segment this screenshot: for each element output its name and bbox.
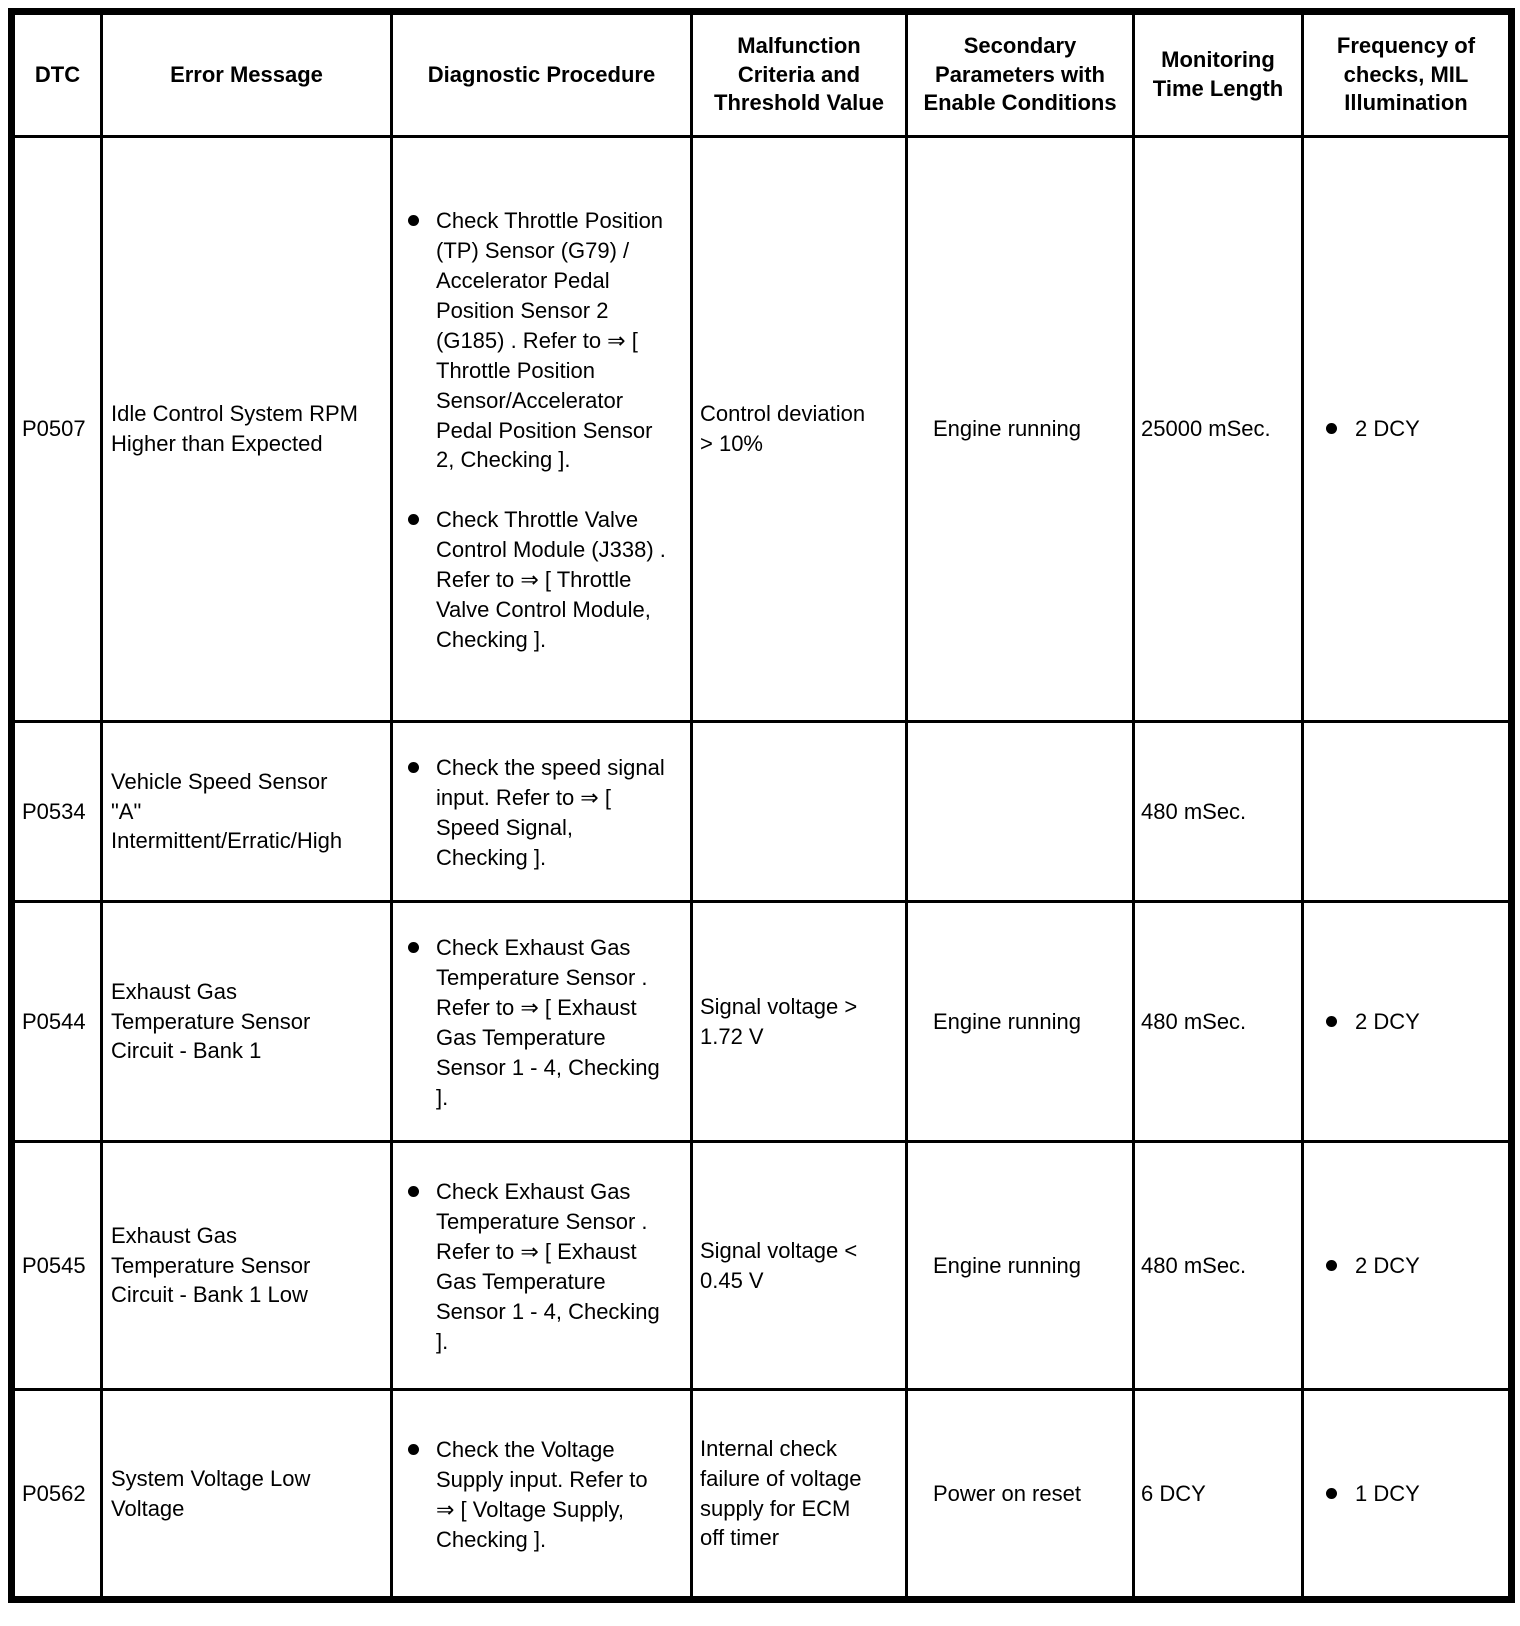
monitoring-time-text: 480 mSec. (1141, 1008, 1247, 1034)
frequency-cell (1303, 137, 1512, 722)
diagnostic-procedure-item (408, 206, 682, 475)
diagnostic-procedure-item (408, 505, 682, 655)
dtc-cell (12, 137, 102, 722)
table-row (12, 902, 1512, 1142)
diagnostic-procedure-cell (392, 1142, 692, 1390)
diagnostic-procedure-list (408, 1435, 682, 1555)
header-cell-malfunction-criteria: Malfunction Criteria and Threshold Value (692, 12, 907, 137)
diagnostic-procedure-item (408, 1177, 682, 1356)
malfunction-criteria-text: Internal check failure of voltage supply for ECM off timer (700, 1435, 862, 1551)
bullet-icon (1326, 1488, 1337, 1499)
error-message-cell (102, 1142, 392, 1390)
frequency-value: 2 DCY (1355, 1008, 1420, 1034)
error-message-cell (102, 902, 392, 1142)
document-page (0, 8, 1520, 1626)
monitoring-time-text: 480 mSec. (1141, 1252, 1247, 1278)
diagnostic-procedure-item (408, 1435, 682, 1555)
frequency-cell (1303, 1142, 1512, 1390)
header-cell-frequency: Frequency of checks, MIL Illumination (1303, 12, 1512, 137)
diagnostic-procedure-cell (392, 722, 692, 902)
bullet-icon (408, 215, 419, 226)
error-message-text: Exhaust Gas Temperature Sensor Circuit - Bank 1 (111, 978, 311, 1064)
table-row (12, 1390, 1512, 1600)
dtc-code: P0544 (22, 1008, 86, 1034)
secondary-parameters-text: Engine running (933, 1252, 1082, 1278)
table-row (12, 1142, 1512, 1390)
header-cell-diagnostic-procedure: Diagnostic Procedure (392, 12, 692, 137)
secondary-parameters-cell (907, 902, 1134, 1142)
table-header-row (12, 12, 1512, 137)
bullet-icon (1326, 1260, 1337, 1271)
diagnostic-procedure-list (408, 933, 682, 1112)
dtc-code: P0545 (22, 1252, 86, 1278)
monitoring-time-cell (1134, 1390, 1303, 1600)
header-cell-secondary-parameters: Secondary Parameters with Enable Conditions (907, 12, 1134, 137)
diagnostic-procedure-item (408, 753, 682, 873)
malfunction-criteria-cell (692, 1142, 907, 1390)
frequency-cell (1303, 722, 1512, 902)
diagnostic-procedure-text: Check the Voltage Supply input. Refer to ⇒ [ Voltage Supply, Checking ]. (436, 1437, 648, 1552)
monitoring-time-cell (1134, 902, 1303, 1142)
error-message-cell (102, 137, 392, 722)
monitoring-time-cell (1134, 722, 1303, 902)
bullet-icon (408, 1186, 419, 1197)
header-cell-monitoring-time: Monitoring Time Length (1134, 12, 1303, 137)
diagnostic-procedure-cell (392, 902, 692, 1142)
diagnostic-procedure-list (408, 206, 682, 655)
secondary-parameters-cell (907, 1390, 1134, 1600)
malfunction-criteria-cell (692, 722, 907, 902)
malfunction-criteria-text: Signal voltage < 0.45 V (700, 1237, 858, 1293)
bullet-icon (408, 942, 419, 953)
diagnostic-procedure-list (408, 753, 682, 873)
malfunction-criteria-text: Control deviation > 10% (700, 401, 866, 456)
dtc-table (8, 8, 1515, 1603)
frequency-cell (1303, 1390, 1512, 1600)
diagnostic-procedure-text: Check the speed signal input. Refer to ⇒ [ Speed Signal, Checking ]. (436, 755, 665, 870)
error-message-text: System Voltage Low Voltage (111, 1465, 311, 1521)
secondary-parameters-cell (907, 137, 1134, 722)
secondary-parameters-cell (907, 722, 1134, 902)
dtc-cell (12, 1390, 102, 1600)
bullet-icon (408, 1444, 419, 1455)
dtc-cell (12, 1142, 102, 1390)
table-row (12, 722, 1512, 902)
header-cell-dtc: DTC (12, 12, 102, 137)
bullet-icon (1326, 423, 1337, 434)
dtc-cell (12, 722, 102, 902)
diagnostic-procedure-text: Check Exhaust Gas Temperature Sensor . Refer to ⇒ [ Exhaust Gas Temperature Sensor 1 - 4, Checking ]. (436, 1179, 660, 1354)
bullet-icon (408, 514, 419, 525)
dtc-code: P0562 (22, 1480, 86, 1506)
malfunction-criteria-cell (692, 137, 907, 722)
diagnostic-procedure-cell (392, 137, 692, 722)
error-message-cell (102, 722, 392, 902)
secondary-parameters-cell (907, 1142, 1134, 1390)
monitoring-time-text: 6 DCY (1141, 1480, 1206, 1506)
dtc-code: P0507 (22, 416, 86, 442)
monitoring-time-text: 25000 mSec. (1141, 416, 1271, 442)
diagnostic-procedure-text: Check Exhaust Gas Temperature Sensor . Refer to ⇒ [ Exhaust Gas Temperature Sensor 1 - 4, Checking ]. (436, 935, 660, 1110)
error-message-text: Idle Control System RPM Higher than Expected (111, 401, 358, 456)
error-message-cell (102, 1390, 392, 1600)
malfunction-criteria-cell (692, 902, 907, 1142)
monitoring-time-cell (1134, 137, 1303, 722)
header-cell-error-message: Error Message (102, 12, 392, 137)
bullet-icon (408, 762, 419, 773)
monitoring-time-text: 480 mSec. (1141, 798, 1247, 824)
diagnostic-procedure-text: Check Throttle Position (TP) Sensor (G79) / Accelerator Pedal Position Sensor 2 (G185) . Refer to ⇒ [ Throttle Position Sensor/Accelerator Pedal Position Sensor 2, Checking ]. (436, 208, 664, 473)
dtc-code: P0534 (22, 798, 86, 824)
error-message-text: Vehicle Speed Sensor "A" Intermittent/Erratic/High (111, 768, 343, 854)
table-row (12, 137, 1512, 722)
secondary-parameters-text: Engine running (933, 416, 1082, 442)
diagnostic-procedure-list (408, 1177, 682, 1356)
diagnostic-procedure-item (408, 933, 682, 1112)
malfunction-criteria-cell (692, 1390, 907, 1600)
frequency-cell (1303, 902, 1512, 1142)
frequency-value: 2 DCY (1355, 1252, 1420, 1278)
monitoring-time-cell (1134, 1142, 1303, 1390)
frequency-value: 2 DCY (1355, 416, 1420, 442)
secondary-parameters-text: Power on reset (933, 1480, 1081, 1506)
diagnostic-procedure-text: Check Throttle Valve Control Module (J338) . Refer to ⇒ [ Throttle Valve Control Module, Checking ]. (436, 507, 666, 652)
malfunction-criteria-text: Signal voltage > 1.72 V (700, 993, 858, 1049)
secondary-parameters-text: Engine running (933, 1008, 1082, 1034)
dtc-cell (12, 902, 102, 1142)
bullet-icon (1326, 1016, 1337, 1027)
error-message-text: Exhaust Gas Temperature Sensor Circuit - Bank 1 Low (111, 1222, 311, 1308)
diagnostic-procedure-cell (392, 1390, 692, 1600)
frequency-value: 1 DCY (1355, 1480, 1420, 1506)
